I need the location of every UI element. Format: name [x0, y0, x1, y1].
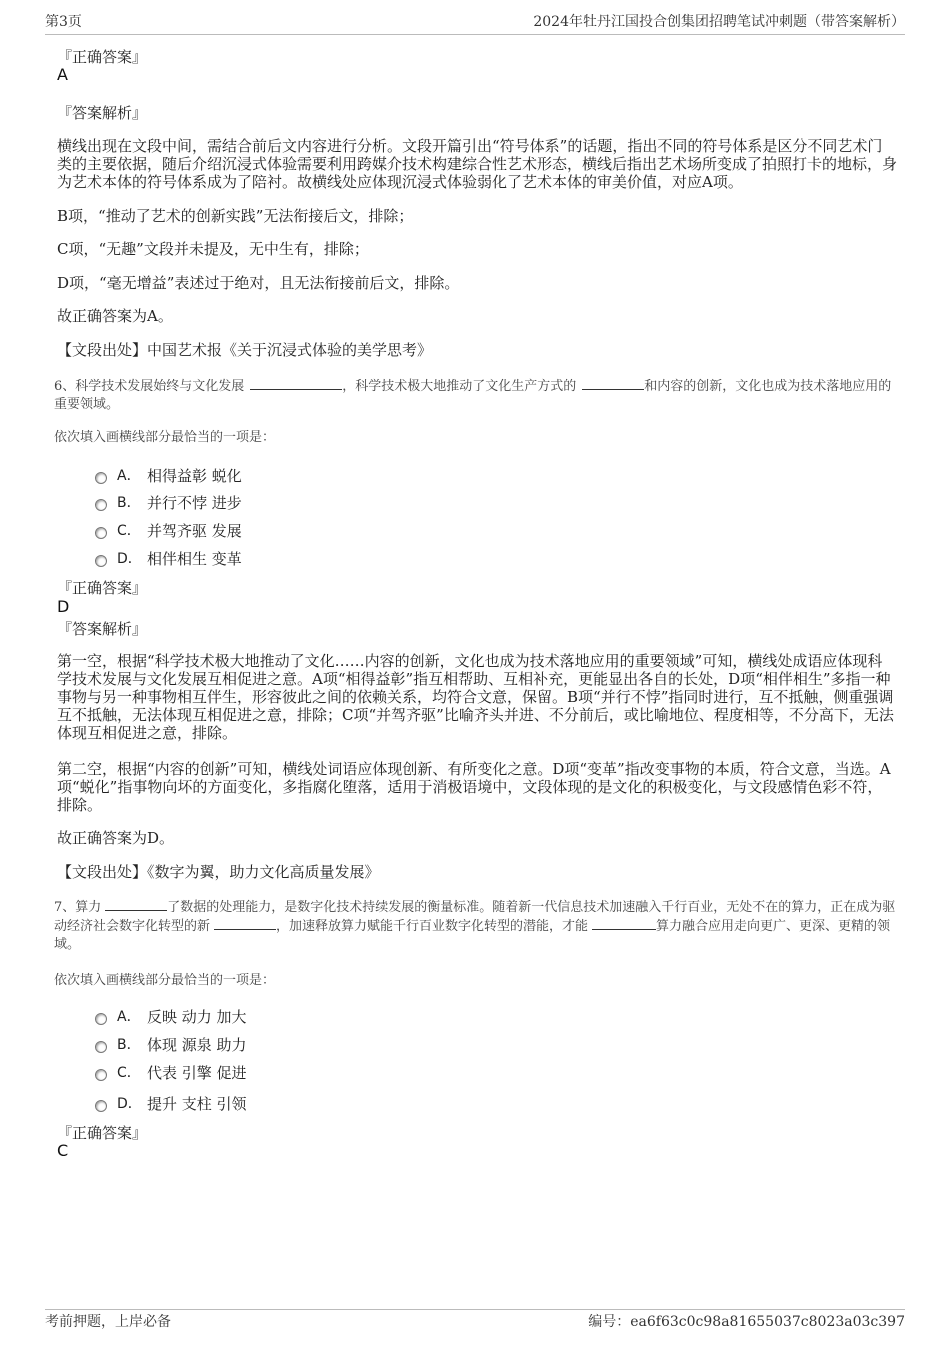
- blank-line: [250, 377, 342, 390]
- correct-answer-value: D: [57, 597, 70, 616]
- page-number: 第3页: [45, 14, 82, 30]
- blank-line: [214, 917, 276, 930]
- option-letter: D．: [117, 1096, 142, 1112]
- analysis-paragraph: 第一空，根据“科学技术极大地推动了文化……内容的创新，文化也成为技术落地应用的重要领域”可知，横线处成语应体现科学技术发展与文化发展互相促进之意。A项“相得益彰”指互相帮助、互相补充，更能显出各自的长处，D项“相伴相生”多指一种事物与另一种事物相互伴生，形容彼此之间的依赖关系，均符合文意，保留。B项“并行不悖”指同时进行，互不抵触，侧重强调互不抵触，无法体现互相促进之意，排除；C项“并驾齐驱”比喻齐头并进、不分前后，或比喻地位、程度相等，不分高下，无法体现互相促进之意，排除。: [57, 652, 894, 742]
- option-d[interactable]: [95, 546, 242, 570]
- option-letter: C．: [117, 1065, 141, 1081]
- analysis-paragraph: C项，“无趣”文段并未提及，无中生有，排除；: [57, 240, 369, 258]
- option-d[interactable]: [95, 1091, 247, 1115]
- correct-answer-value: A: [57, 65, 68, 84]
- option-text: 并行不悖 进步: [147, 493, 242, 512]
- footer-slogan: 考前押题，上岸必备: [45, 1314, 171, 1330]
- option-a[interactable]: [95, 463, 242, 487]
- analysis-label: 『答案解析』: [57, 620, 148, 638]
- question-6-stem: [54, 377, 899, 414]
- option-text: 并驾齐驱 发展: [147, 521, 242, 540]
- option-letter: B．: [117, 495, 141, 511]
- radio-button-icon[interactable]: [95, 1100, 107, 1112]
- header-divider: [45, 34, 905, 35]
- radio-button-icon[interactable]: [95, 1069, 107, 1081]
- analysis-label: 『答案解析』: [57, 104, 148, 122]
- question-text: 7、算力: [54, 900, 102, 915]
- option-text: 反映 动力 加大: [147, 1007, 247, 1026]
- footer-divider: [45, 1309, 905, 1310]
- passage-source: 【文段出处】《数字为翼，助力文化高质量发展》: [57, 863, 380, 881]
- option-letter: A．: [117, 468, 141, 484]
- document-id: 编号：ea6f63c0c98a81655037c8023a03c397: [588, 1314, 905, 1330]
- analysis-paragraph: B项，“推动了艺术的创新实践”无法衔接后文，排除；: [57, 207, 414, 225]
- question-text: ，科学技术极大地推动了文化生产方式的: [342, 379, 577, 394]
- blank-line: [582, 377, 644, 390]
- question-text: 了数据的处理能力，是数字化技术持续发展的衡量标准。随着新一代信息技术加速融入千行百业，无处不在的算力，正在成为驱动经济社会数字化转型的新: [54, 900, 896, 934]
- option-letter: A．: [117, 1009, 141, 1025]
- option-c[interactable]: [95, 1060, 247, 1084]
- option-text: 相伴相生 变革: [147, 549, 242, 568]
- passage-source: 【文段出处】中国艺术报《关于沉浸式体验的美学思考》: [57, 341, 433, 359]
- option-b[interactable]: [95, 1032, 247, 1056]
- radio-button-icon[interactable]: [95, 472, 107, 484]
- blank-line: [592, 917, 656, 930]
- question-text: 6、科学技术发展始终与文化发展: [54, 379, 245, 394]
- radio-button-icon[interactable]: [95, 1013, 107, 1025]
- option-text: 体现 源泉 助力: [147, 1035, 247, 1054]
- blank-line: [105, 898, 167, 911]
- option-letter: D．: [117, 551, 142, 567]
- radio-button-icon[interactable]: [95, 555, 107, 567]
- analysis-paragraph: 第二空，根据“内容的创新”可知，横线处词语应体现创新、有所变化之意。D项“变革”指改变事物的本质，符合文意，当选。A项“蜕化”指事物向坏的方面变化，多指腐化堕落，适用于消极语境中，文段体现的是文化的积极变化，与文段感情色彩不符，排除。: [57, 760, 891, 814]
- question-7-stem: [54, 898, 899, 954]
- analysis-paragraph: 横线出现在文段中间，需结合前后文内容进行分析。文段开篇引出“符号体系”的话题，指出不同的符号体系是区分不同艺术门类的主要依据，随后介绍沉浸式体验需要利用跨媒介技术构建综合性艺术形态，横线后指出艺术场所变成了拍照打卡的地标，身为艺术本体的符号体系成为了陪衬。故横线处应体现沉浸式体验弱化了艺术本体的审美价值，对应A项。: [57, 137, 898, 191]
- analysis-paragraph: D项，“毫无增益”表述过于绝对，且无法衔接前后文，排除。: [57, 274, 460, 292]
- analysis-conclusion: 故正确答案为A。: [57, 307, 173, 325]
- option-letter: C．: [117, 523, 141, 539]
- correct-answer-label: 『正确答案』: [57, 1124, 148, 1142]
- option-letter: B．: [117, 1037, 141, 1053]
- correct-answer-label: 『正确答案』: [57, 579, 148, 597]
- option-c[interactable]: [95, 518, 242, 542]
- document-title: 2024年牡丹江国投合创集团招聘笔试冲刺题（带答案解析）: [533, 14, 905, 30]
- radio-button-icon[interactable]: [95, 1041, 107, 1053]
- radio-button-icon[interactable]: [95, 527, 107, 539]
- option-text: 相得益彰 蜕化: [147, 466, 242, 485]
- question-text: 和内容的创新，文化也成为技术落地应用的重要领域。: [54, 379, 892, 412]
- option-text: 代表 引擎 促进: [147, 1063, 247, 1082]
- question-text: 算力融合应用走向更广、更深、更精的领域。: [54, 919, 891, 952]
- question-text: ，加速释放算力赋能千行百业数字化转型的潜能，才能: [276, 919, 589, 934]
- option-text: 提升 支柱 引领: [147, 1094, 247, 1113]
- correct-answer-label: 『正确答案』: [57, 48, 148, 66]
- question-instruction: 依次填入画横线部分最恰当的一项是：: [54, 973, 276, 988]
- correct-answer-value: C: [57, 1141, 69, 1160]
- analysis-conclusion: 故正确答案为D。: [57, 829, 175, 847]
- radio-button-icon[interactable]: [95, 499, 107, 511]
- option-b[interactable]: [95, 490, 242, 514]
- question-instruction: 依次填入画横线部分最恰当的一项是：: [54, 430, 276, 445]
- option-a[interactable]: [95, 1004, 247, 1028]
